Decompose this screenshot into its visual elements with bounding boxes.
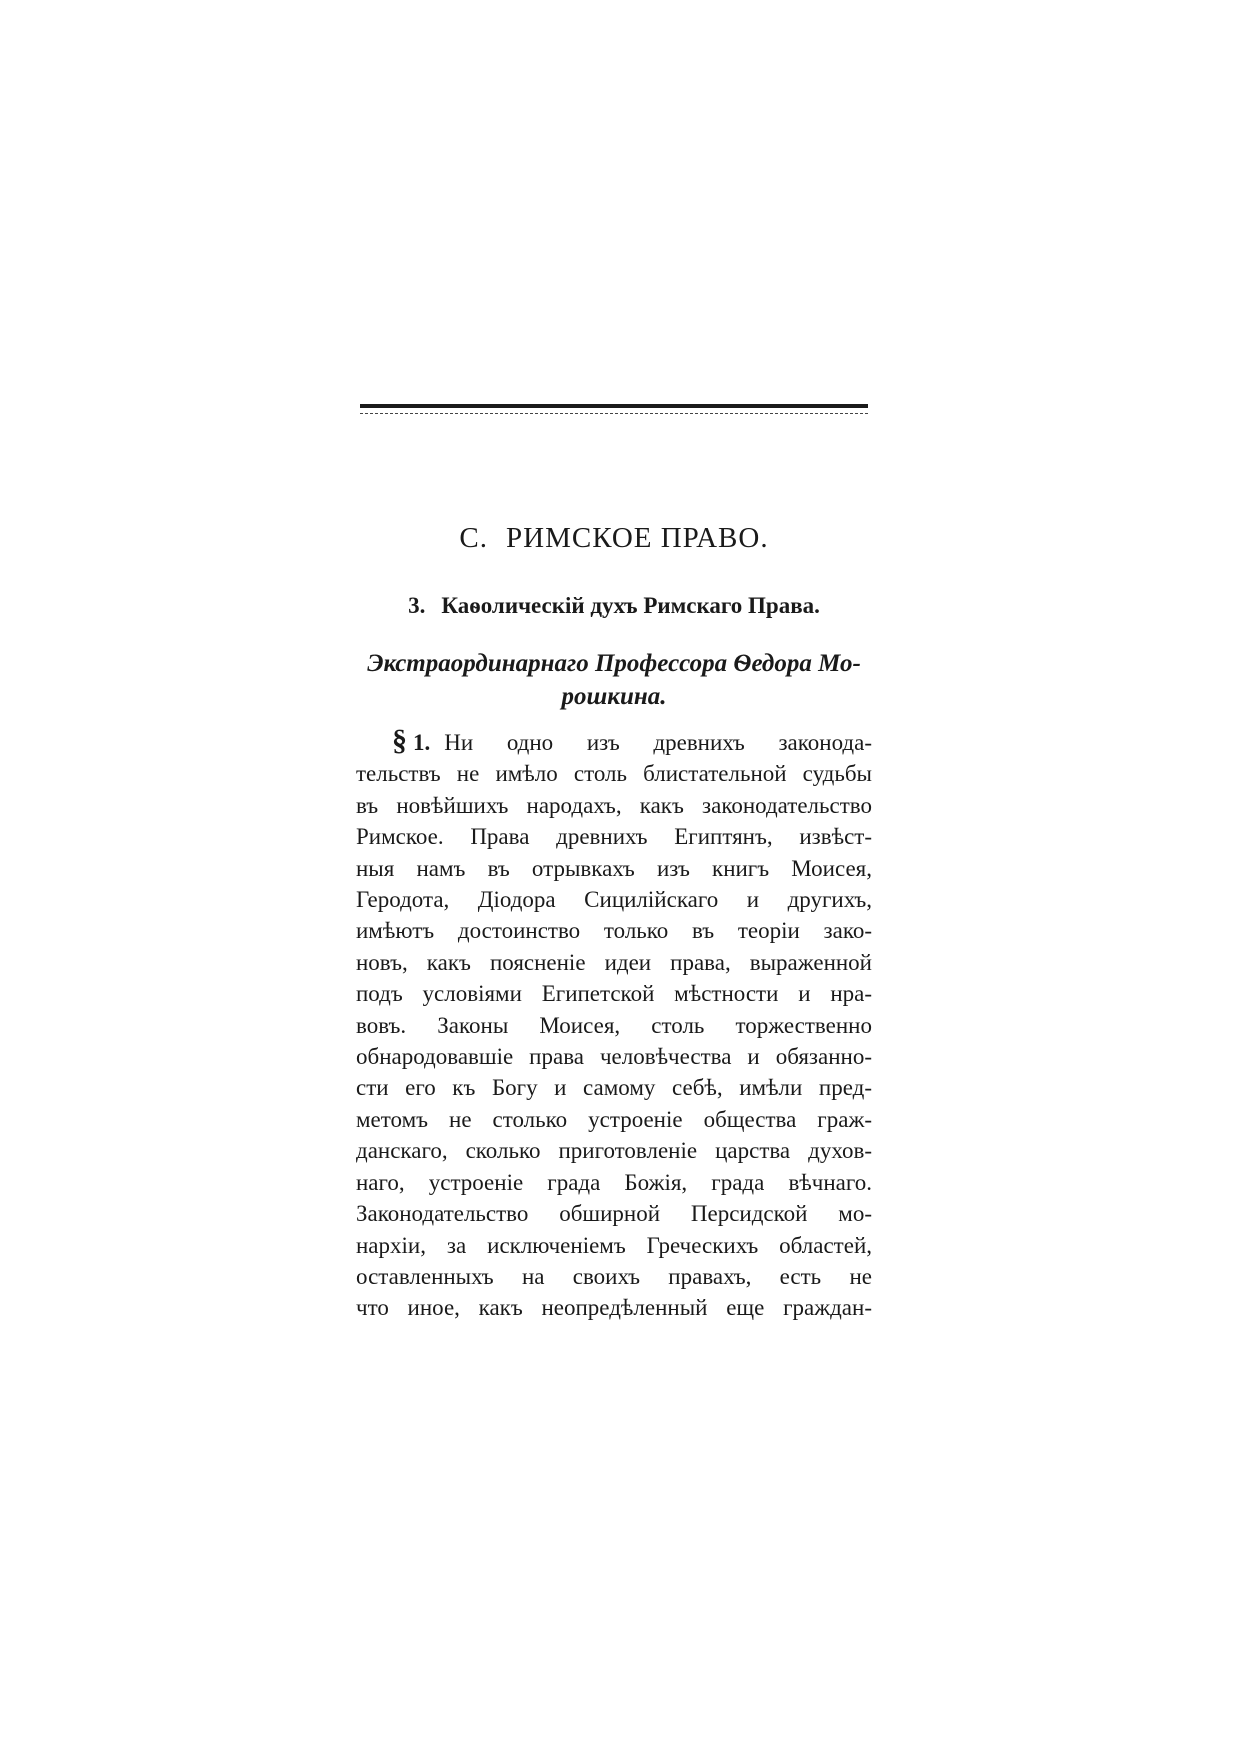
article-number: 3.: [408, 593, 426, 618]
body-line: обнародовавшіе права человѣчества и обязанно-: [356, 1044, 872, 1070]
author-line-2: рошкина.: [561, 683, 667, 710]
body-line: метомъ не столько устроеніе общества граж-: [356, 1106, 872, 1132]
body-line: § 1. Ни одно изъ древнихъ законода-: [392, 724, 872, 757]
section-title: [360, 522, 868, 555]
body-line: въ новѣйшихъ народахъ, какъ законодательство: [356, 792, 872, 818]
body-paragraph: [356, 725, 872, 1324]
article-title: Каѳолическій духъ Римскаго Права.: [441, 593, 820, 618]
body-line: данскаго, сколько приготовленіе царства духов-: [356, 1138, 872, 1164]
author-line-1: Экстраординарнаго Профессора Ѳедора Мо-: [367, 650, 861, 677]
paragraph-sign: §: [392, 724, 407, 757]
body-line: наго, устроеніе града Божія, града вѣчнаго.: [356, 1169, 872, 1195]
section-letter: C.: [459, 522, 488, 554]
body-line: имѣютъ достоинство только въ теоріи зако-: [356, 918, 872, 944]
body-line: Римское. Права древнихъ Египтянъ, извѣст-: [356, 824, 872, 850]
article-subtitle: [360, 593, 868, 619]
body-line: Законодательство обширной Персидской мо-: [356, 1201, 872, 1227]
body-line: новъ, какъ поясненіе идеи права, выраженной: [356, 949, 872, 975]
body-line: Геродота, Діодора Сицилійскаго и другихъ,: [356, 887, 872, 913]
body-line: ныя намъ въ отрывкахъ изъ книгъ Моисея,: [356, 855, 872, 881]
body-line: тельствъ не имѣло столь блистательной судьбы: [356, 761, 872, 787]
header-rule-thin: [360, 413, 868, 414]
body-line: нархіи, за исключеніемъ Греческихъ областей,: [356, 1232, 872, 1258]
body-line: сти его къ Богу и самому себѣ, имѣли пред-: [356, 1075, 872, 1101]
author-line: [360, 647, 868, 713]
body-line: подъ условіями Египетской мѣстности и нра-: [356, 981, 872, 1007]
header-rule: [360, 404, 868, 414]
paragraph-number: 1.: [413, 730, 431, 755]
body-line: оставленныхъ на своихъ правахъ, есть не: [356, 1263, 872, 1289]
body-line: вовъ. Законы Моисея, столь торжественно: [356, 1012, 872, 1038]
body-line: что иное, какъ неопредѣленный еще граждан-: [356, 1295, 872, 1321]
section-title-text: РИМСКОЕ ПРАВО.: [506, 522, 769, 554]
